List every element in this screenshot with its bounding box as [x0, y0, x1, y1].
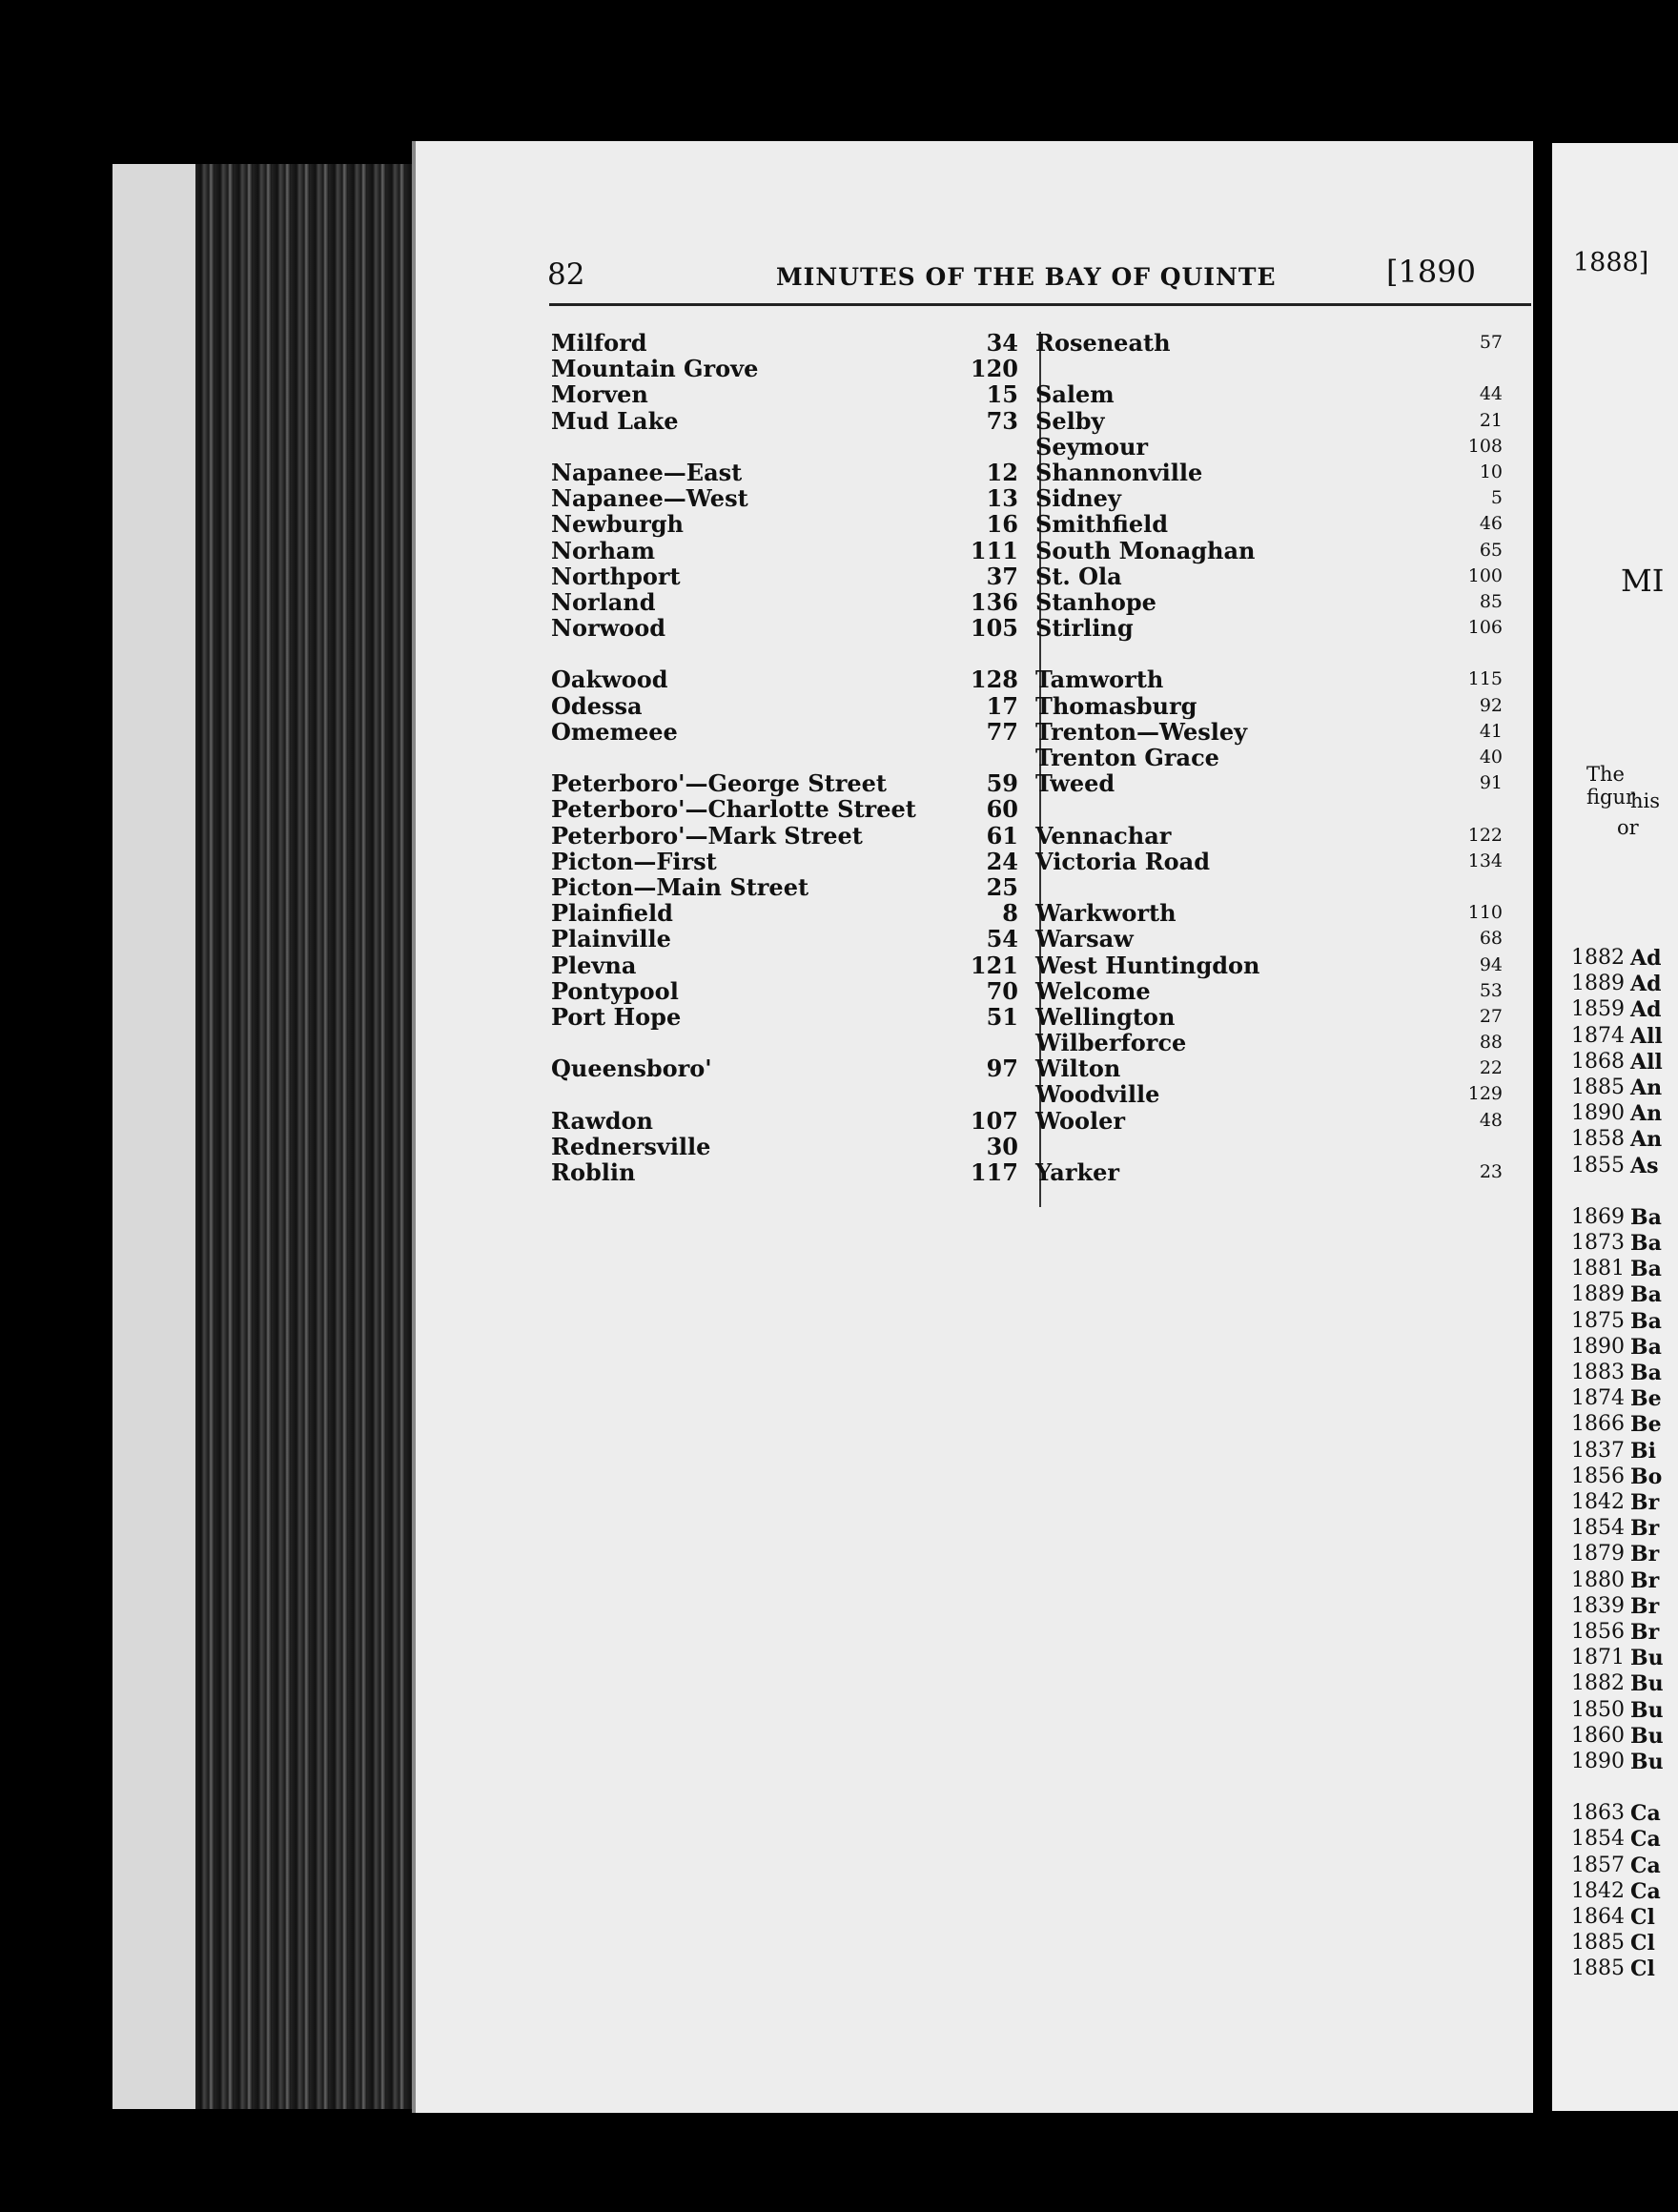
entry-year: 1871: [1571, 1646, 1625, 1670]
entry-number: 111: [970, 536, 1018, 564]
page-number: 82: [547, 257, 585, 292]
entry-number: 17: [986, 691, 1018, 720]
place-name: Tamworth: [1035, 666, 1164, 694]
entry-name-fragment: Ba: [1630, 1308, 1662, 1334]
list-item: [1035, 745, 1503, 770]
entry-number: 100: [1467, 564, 1503, 586]
list-item: [551, 1108, 1018, 1134]
entry-name-fragment: Bu: [1630, 1697, 1664, 1723]
entry-name-fragment: An: [1630, 1127, 1663, 1153]
entry-name-fragment: Cl: [1630, 1905, 1655, 1930]
list-item: [551, 823, 1018, 849]
place-name: Plainville: [551, 925, 671, 953]
list-item: [1035, 538, 1503, 563]
place-name: Picton—Main Street: [551, 872, 809, 901]
list-item: [1035, 330, 1503, 356]
entry-year: 1890: [1571, 1101, 1625, 1126]
list-item: [551, 330, 1018, 356]
entry-number: 115: [1467, 668, 1503, 690]
entry-number: 94: [1479, 953, 1503, 975]
list-item: [551, 849, 1018, 874]
entry-number: 12: [986, 458, 1018, 486]
entry-year: 1859: [1571, 997, 1625, 1022]
entry-year: 1842: [1571, 1490, 1625, 1514]
place-name: Wilberforce: [1035, 1029, 1187, 1057]
list-item: [551, 926, 1018, 952]
entry-name-fragment: Ad: [1630, 946, 1662, 971]
list-item: [551, 511, 1018, 537]
right-page-heading-fragment: MI: [1621, 563, 1665, 599]
entry-name-fragment: Br: [1630, 1567, 1660, 1593]
entry-number: 110: [1467, 902, 1503, 924]
spacer: [551, 1081, 1018, 1107]
entry-number: 65: [1479, 539, 1503, 561]
entry-number: 13: [986, 484, 1018, 513]
entry-number: 107: [970, 1106, 1018, 1135]
entry-year: 1880: [1571, 1567, 1625, 1592]
place-name: Welcome: [1035, 976, 1151, 1005]
entry-name-fragment: Br: [1630, 1620, 1660, 1645]
entry-number: 44: [1479, 383, 1503, 405]
entry-number: 10: [1479, 461, 1503, 482]
entry-number: 129: [1467, 1083, 1503, 1105]
list-item: [551, 381, 1018, 407]
list-item: [551, 538, 1018, 563]
place-name: Rawdon: [551, 1106, 653, 1135]
list-item: [551, 666, 1018, 692]
place-name: Trenton Grace: [1035, 744, 1219, 771]
list-item: [551, 589, 1018, 615]
place-name: Salem: [1035, 380, 1115, 409]
entry-name-fragment: Bo: [1630, 1464, 1663, 1489]
spacer: [1035, 874, 1503, 900]
place-name: Roblin: [551, 1158, 636, 1186]
list-item: [551, 563, 1018, 589]
place-name: Roseneath: [1035, 329, 1171, 357]
page-header: [547, 254, 1539, 305]
entry-year: 1874: [1571, 1386, 1625, 1411]
place-name: Wooler: [1035, 1106, 1126, 1135]
entry-number: 54: [986, 925, 1018, 953]
entry-year: 1839: [1571, 1593, 1625, 1618]
list-item: [1035, 408, 1503, 434]
place-name: Warsaw: [1035, 925, 1134, 953]
list-item: [1035, 460, 1503, 485]
entry-name-fragment: Bu: [1630, 1750, 1664, 1774]
list-item: [1035, 952, 1503, 978]
place-name: Warkworth: [1035, 899, 1177, 928]
entry-name-fragment: Ba: [1630, 1282, 1662, 1308]
entry-name-fragment: As: [1630, 1153, 1659, 1178]
list-item: [1035, 978, 1503, 1004]
place-name: Omemeee: [551, 717, 678, 746]
entry-year: 1855: [1571, 1153, 1625, 1178]
entry-year: 1857: [1571, 1853, 1625, 1877]
entry-year: 1889: [1571, 1282, 1625, 1307]
place-name: Peterboro'—Charlotte Street: [551, 795, 916, 824]
place-name: Pontypool: [551, 976, 679, 1005]
entry-number: 53: [1479, 979, 1503, 1001]
entry-number: 51: [986, 1002, 1018, 1031]
place-name: Mountain Grove: [551, 355, 759, 383]
list-item: [1035, 719, 1503, 745]
entry-number: 48: [1479, 1109, 1503, 1131]
list-item: [551, 900, 1018, 926]
entry-number: 27: [1479, 1005, 1503, 1027]
entry-year: 1856: [1571, 1620, 1625, 1644]
entry-number: 122: [1467, 824, 1503, 846]
entry-name-fragment: Ba: [1630, 1334, 1662, 1360]
entry-number: 121: [970, 951, 1018, 979]
place-name: Napanee—West: [551, 484, 748, 513]
right-page: [1552, 143, 1678, 2111]
list-item: [551, 356, 1018, 381]
entry-year: 1889: [1571, 972, 1625, 996]
list-item: [1035, 485, 1503, 511]
list-item: [1035, 1081, 1503, 1107]
place-name: Tweed: [1035, 769, 1115, 798]
place-name: Wilton: [1035, 1055, 1121, 1083]
entry-number: 5: [1490, 487, 1503, 509]
entry-name-fragment: Ad: [1630, 972, 1662, 997]
entry-year: 1882: [1571, 1671, 1625, 1696]
place-name: Plevna: [551, 951, 637, 979]
list-item: [551, 485, 1018, 511]
entry-year: 1881: [1571, 1257, 1625, 1281]
right-page-text-fragment: his: [1630, 789, 1661, 812]
entry-year: 1860: [1571, 1723, 1625, 1748]
place-name: Stanhope: [1035, 587, 1156, 616]
entry-year: 1879: [1571, 1542, 1625, 1567]
list-item: [1035, 1108, 1503, 1134]
entry-year: 1890: [1571, 1750, 1625, 1773]
entry-name-fragment: Ca: [1630, 1853, 1661, 1878]
entry-number: 91: [1479, 772, 1503, 794]
spacer: [1035, 641, 1503, 666]
entry-year: 1858: [1571, 1127, 1625, 1152]
entry-number: 8: [1002, 899, 1018, 928]
place-name: Northport: [551, 562, 681, 590]
entry-number: 46: [1479, 513, 1503, 535]
list-item: [551, 874, 1018, 900]
entry-number: 134: [1467, 850, 1503, 871]
entry-year: 1869: [1571, 1204, 1625, 1229]
list-item: [551, 719, 1018, 745]
entry-name-fragment: Ca: [1630, 1801, 1661, 1827]
entry-year: 1890: [1571, 1334, 1625, 1359]
entry-name-fragment: Cl: [1630, 1931, 1655, 1956]
entry-name-fragment: Br: [1630, 1542, 1660, 1567]
list-item: [551, 693, 1018, 719]
right-column: [1035, 330, 1503, 1185]
list-item: [551, 952, 1018, 978]
list-item: [1035, 615, 1503, 641]
entry-number: 97: [986, 1055, 1018, 1083]
entry-number: 70: [986, 976, 1018, 1005]
entry-name-fragment: Bu: [1630, 1671, 1664, 1697]
spacer: [551, 745, 1018, 770]
place-name: Victoria Road: [1035, 847, 1210, 875]
entry-name-fragment: Ad: [1630, 997, 1662, 1023]
entry-number: 15: [986, 380, 1018, 409]
entry-number: 77: [986, 717, 1018, 746]
list-item: [551, 1004, 1018, 1030]
entry-year: 1885: [1571, 1956, 1625, 1981]
place-name: Trenton—Wesley: [1035, 717, 1248, 746]
entry-name-fragment: Cl: [1630, 1956, 1655, 1982]
place-name: South Monaghan: [1035, 536, 1256, 564]
entry-number: 120: [970, 355, 1018, 383]
list-item: [1035, 666, 1503, 692]
entry-year: 1874: [1571, 1023, 1625, 1048]
entry-number: 40: [1479, 747, 1503, 768]
entry-name-fragment: Ba: [1630, 1257, 1662, 1282]
entry-number: 73: [986, 406, 1018, 435]
list-item: [1035, 693, 1503, 719]
place-name: Peterboro'—Mark Street: [551, 821, 863, 850]
entry-number: 92: [1479, 694, 1503, 716]
list-item: [1035, 511, 1503, 537]
entry-number: 61: [986, 821, 1018, 850]
entry-name-fragment: Ba: [1630, 1204, 1662, 1230]
place-name: Wellington: [1035, 1002, 1176, 1031]
entry-name-fragment: Bi: [1630, 1438, 1656, 1464]
entry-number: 60: [986, 795, 1018, 824]
list-item: [1035, 926, 1503, 952]
place-name: St. Ola: [1035, 562, 1122, 590]
entry-year: 1856: [1571, 1464, 1625, 1488]
place-name: Norland: [551, 587, 656, 616]
entry-name-fragment: Ba: [1630, 1231, 1662, 1256]
entry-year: 1854: [1571, 1516, 1625, 1541]
list-item: [1035, 1159, 1503, 1185]
list-item: [1035, 770, 1503, 796]
entry-name-fragment: Br: [1630, 1490, 1660, 1515]
place-name: Stirling: [1035, 614, 1134, 643]
entry-number: 23: [1479, 1161, 1503, 1182]
place-name: Norwood: [551, 614, 666, 643]
entry-name-fragment: An: [1630, 1075, 1663, 1100]
entry-name-fragment: Ba: [1630, 1361, 1662, 1385]
entry-number: 25: [986, 872, 1018, 901]
list-item: [551, 796, 1018, 822]
place-name: Seymour: [1035, 432, 1149, 461]
spacer: [551, 641, 1018, 666]
page-title: MINUTES OF THE BAY OF QUINTE: [776, 263, 1277, 291]
list-item: [1035, 381, 1503, 407]
entry-number: 24: [986, 847, 1018, 875]
list-item: [1035, 563, 1503, 589]
entry-year: 1873: [1571, 1231, 1625, 1255]
entry-year: 1842: [1571, 1878, 1625, 1903]
entry-year: 1837: [1571, 1438, 1625, 1463]
place-name: Selby: [1035, 406, 1105, 435]
entry-year: 1882: [1571, 946, 1625, 970]
entry-number: 41: [1479, 720, 1503, 742]
list-item: [551, 770, 1018, 796]
list-item: [551, 615, 1018, 641]
entry-number: 16: [986, 510, 1018, 539]
list-item: [1035, 1004, 1503, 1030]
entry-year: 1875: [1571, 1308, 1625, 1333]
right-page-text-fragment: The figur: [1586, 763, 1636, 809]
place-name: Milford: [551, 329, 647, 357]
entry-year: 1863: [1571, 1801, 1625, 1826]
list-item: [1035, 589, 1503, 615]
left-page: [412, 141, 1533, 2113]
entry-name-fragment: Ca: [1630, 1878, 1661, 1904]
list-item: [1035, 1055, 1503, 1081]
entry-number: 105: [970, 614, 1018, 643]
entry-number: 68: [1479, 928, 1503, 950]
list-item: [551, 408, 1018, 434]
entry-year: 1854: [1571, 1827, 1625, 1852]
spacer: [551, 434, 1018, 460]
place-name: Oakwood: [551, 666, 668, 694]
list-item: [551, 1159, 1018, 1185]
page-edges: [195, 164, 429, 2109]
list-item: [1035, 849, 1503, 874]
place-name: Odessa: [551, 691, 643, 720]
place-name: Queensboro': [551, 1055, 712, 1083]
place-name: Napanee—East: [551, 458, 743, 486]
place-name: Plainfield: [551, 899, 673, 928]
entry-number: 136: [970, 587, 1018, 616]
left-column: [551, 330, 1018, 1185]
list-item: [1035, 900, 1503, 926]
entry-name-fragment: An: [1630, 1101, 1663, 1127]
place-name: Newburgh: [551, 510, 684, 539]
place-name: Norham: [551, 536, 655, 564]
list-item: [551, 460, 1018, 485]
place-name: Sidney: [1035, 484, 1121, 513]
entry-number: 117: [970, 1158, 1018, 1186]
spacer: [1035, 796, 1503, 822]
entry-year: 1885: [1571, 1075, 1625, 1099]
place-name: Shannonville: [1035, 458, 1203, 486]
place-name: Mud Lake: [551, 406, 679, 435]
place-name: Morven: [551, 380, 648, 409]
entry-name-fragment: Be: [1630, 1386, 1662, 1412]
entry-number: 30: [986, 1132, 1018, 1160]
entry-name-fragment: Br: [1630, 1516, 1660, 1542]
entry-number: 59: [986, 769, 1018, 798]
list-item: [551, 978, 1018, 1004]
spacer: [551, 1030, 1018, 1055]
entry-year: 1885: [1571, 1931, 1625, 1956]
entry-name-fragment: Bu: [1630, 1646, 1664, 1671]
entry-name-fragment: Ca: [1630, 1827, 1661, 1853]
entry-year: 1866: [1571, 1412, 1625, 1437]
entry-number: 57: [1479, 332, 1503, 353]
right-page-text-fragment: or: [1617, 816, 1639, 839]
entry-year: 1868: [1571, 1049, 1625, 1074]
list-item: [1035, 434, 1503, 460]
entry-number: 88: [1479, 1032, 1503, 1054]
entry-year: 1864: [1571, 1905, 1625, 1929]
entry-year: 1850: [1571, 1697, 1625, 1722]
entry-number: 21: [1479, 409, 1503, 431]
place-name: Port Hope: [551, 1002, 682, 1031]
entry-name-fragment: Bu: [1630, 1723, 1664, 1749]
spacer: [1035, 356, 1503, 381]
list-item: [1035, 823, 1503, 849]
entry-number: 85: [1479, 590, 1503, 612]
place-name: Yarker: [1035, 1158, 1120, 1186]
place-name: Thomasburg: [1035, 691, 1197, 720]
entry-year: 1883: [1571, 1361, 1625, 1384]
place-name: Vennachar: [1035, 821, 1172, 850]
place-name: Smithfield: [1035, 510, 1168, 539]
place-name: Woodville: [1035, 1080, 1160, 1109]
entry-number: 37: [986, 562, 1018, 590]
right-page-year: 1888]: [1573, 248, 1649, 277]
entry-number: 108: [1467, 435, 1503, 457]
entry-name-fragment: Br: [1630, 1593, 1660, 1619]
page-year: [1890: [1386, 254, 1476, 290]
list-item: [551, 1055, 1018, 1081]
entry-name-fragment: All: [1630, 1023, 1663, 1049]
place-name: Peterboro'—George Street: [551, 769, 887, 798]
list-item: [551, 1134, 1018, 1159]
entry-number: 106: [1467, 617, 1503, 639]
place-name: Rednersville: [551, 1132, 711, 1160]
entry-number: 34: [986, 329, 1018, 357]
place-name: Picton—First: [551, 847, 717, 875]
list-item: [1035, 1030, 1503, 1055]
place-name: West Huntingdon: [1035, 951, 1260, 979]
entry-number: 128: [970, 666, 1018, 694]
entry-name-fragment: Be: [1630, 1412, 1662, 1438]
spacer: [1035, 1134, 1503, 1159]
entry-name-fragment: All: [1630, 1049, 1663, 1075]
entry-number: 22: [1479, 1057, 1503, 1079]
header-rule: [549, 303, 1531, 306]
